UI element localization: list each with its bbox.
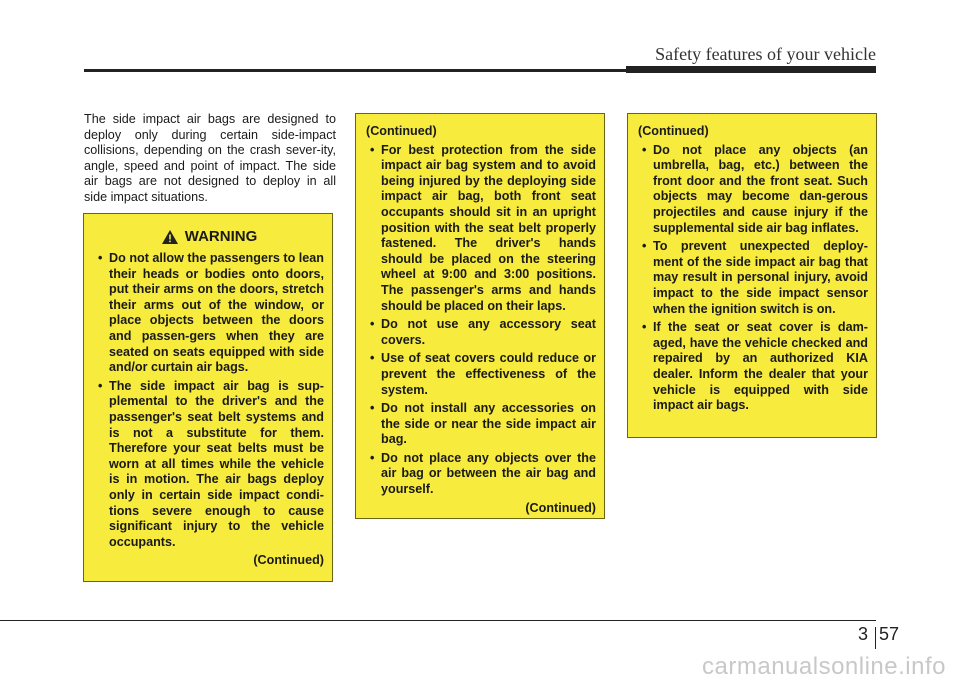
list-item: • Do not install any accessories on the side or near the side impact air bag. [366,401,596,448]
list-item: • The side impact air bag is sup-plemental to the driver's and the passenger's seat belt systems and is not a substitute for them. Therefore your seat belts must be worn at all times while the vehicle is in motion. The air bags deploy only in certain side impact condi-tions severe enough to cause significant injury to the vehicle occupants. [94,379,324,551]
continued-label: (Continued) [525,500,596,515]
continued-label: (Continued) [366,124,437,138]
warning-box [83,213,333,582]
continued-label: (Continued) [253,553,324,568]
section-title: Safety features of your vehicle [655,44,876,64]
watermark: carmanualsonline.info [702,653,946,680]
warning-box-continued-middle [355,113,605,519]
warning-title: WARNING [184,228,258,246]
footer-rule [0,620,876,621]
intro-paragraph: The side impact air bags are designed to deploy only during certain side-impact collisions, depending on the crash sever-ity, angle, speed and point of impact. The side air bags are not designed to deploy in all side impact situations. [84,112,336,204]
list-item: • Do not allow the passengers to lean their heads or bodies onto doors, put their arms on the doors, stretch their arms out of the window, or place objects between the doors and passen-gers when they are seated on seats equipped with side and/or curtain air bags. [94,251,324,376]
warning-box-continued-right [627,113,877,438]
page-number: 57 [879,624,900,644]
list-item: • For best protection from the side impact air bag system and to avoid being injured by the deploying side impact air bag, both front seat occupants should sit in an upright position with the seat belt properly fastened. The driver's hands should be placed on the steering wheel at 9:00 and 3:00 positions. The passenger's arms and hands should be placed on their laps. [366,143,596,315]
list-item: • Do not use any accessory seat covers. [366,317,596,348]
warning-list [94,251,324,550]
list-item: • To prevent unexpected deploy-ment of the side impact air bag that may result in personal injury, avoid impact to the side impact sensor when the ignition switch is on. [638,239,868,317]
list-item: • Do not place any objects over the air bag or between the air bag and yourself. [366,451,596,498]
warning-triangle-icon [161,229,179,245]
warning-list [638,143,868,414]
continued-label: (Continued) [638,124,709,138]
page-number-divider [875,627,876,649]
list-item: • If the seat or seat cover is dam-aged, have the vehicle checked and repaired by an authorized KIA dealer. Inform the dealer that your vehicle is equipped with side impact air bags. [638,320,868,414]
warning-heading [94,229,324,245]
chapter-number: 3 [858,624,869,644]
list-item: • Do not place any objects (an umbrella, bag, etc.) between the front door and the front seat. Such objects may become dan-gerous projectiles and cause injury if the supplemental side air bag inflates. [638,143,868,237]
warning-list [366,143,596,498]
header-rule [84,69,876,72]
list-item: • Use of seat covers could reduce or prevent the effectiveness of the system. [366,351,596,398]
